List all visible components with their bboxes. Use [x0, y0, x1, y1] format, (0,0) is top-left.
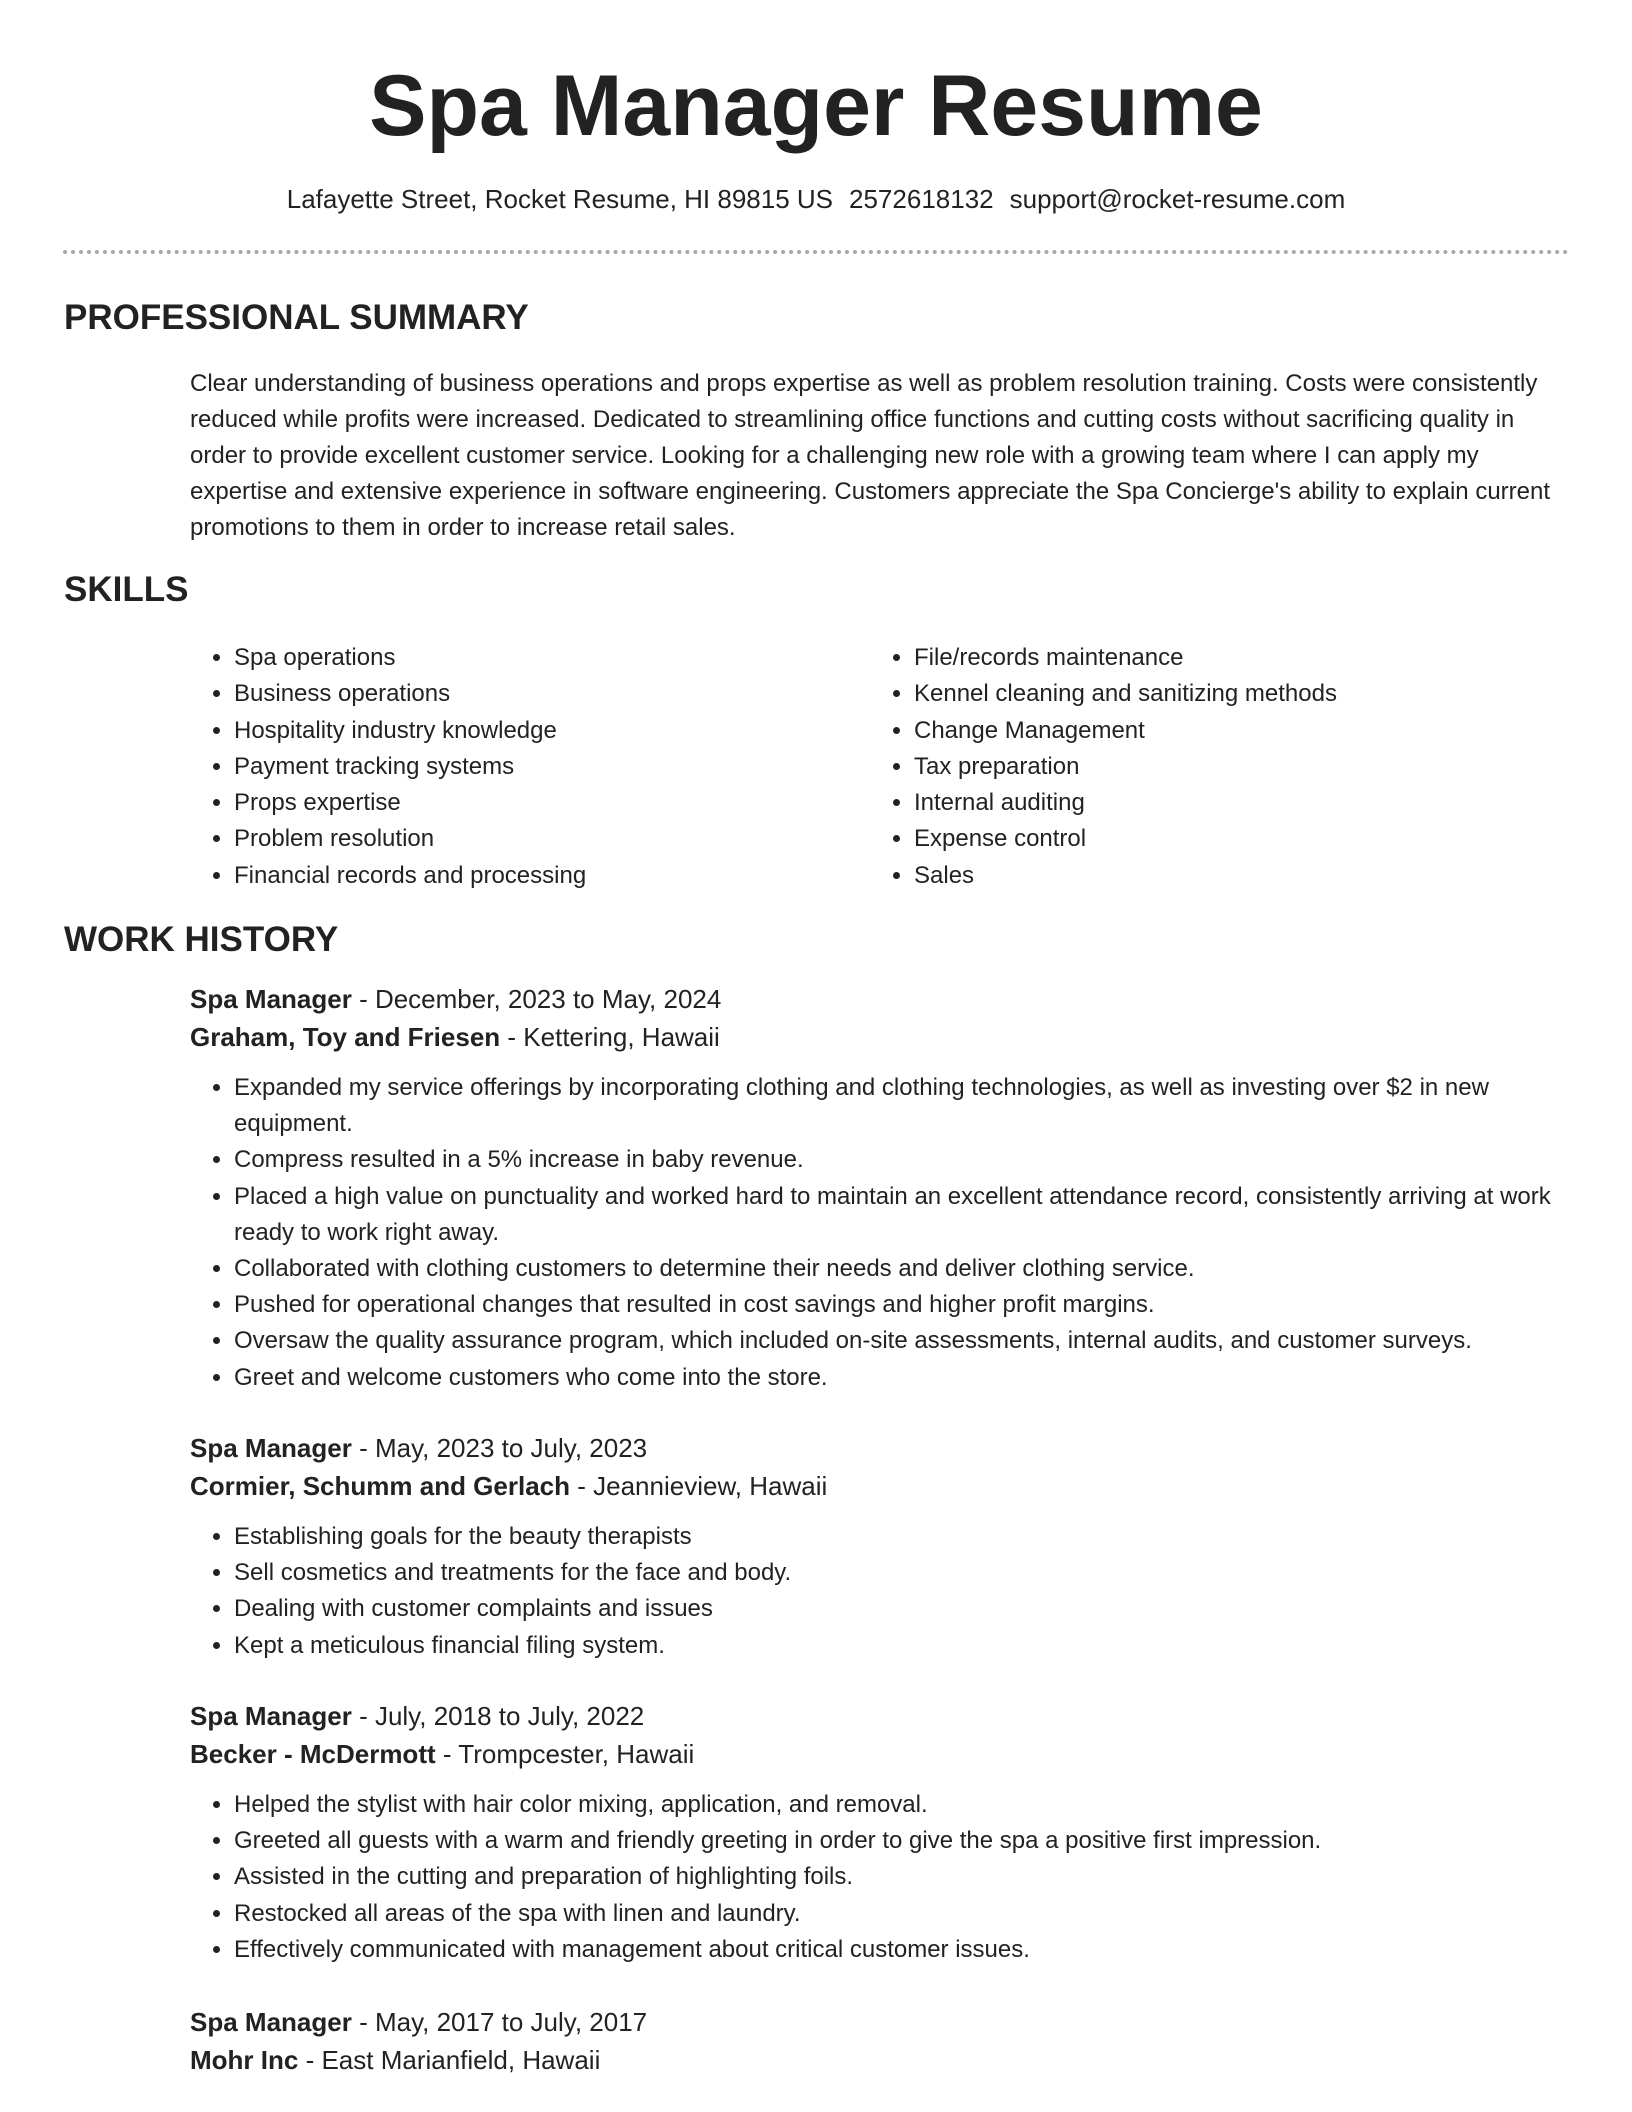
job-location: - Kettering, Hawaii [507, 1022, 720, 1052]
job-entry [190, 1429, 1570, 1664]
job-bullet: • Oversaw the quality assurance program, which included on-site assessments, internal audits, and customer surveys. [234, 1323, 1570, 1359]
job-bullet: • Dealing with customer complaints and issues [234, 1591, 1570, 1627]
skill-item: • Props expertise [234, 785, 834, 821]
skill-item: • Expense control [914, 821, 1574, 857]
job-entry [190, 980, 1570, 1396]
skill-item: • Internal auditing [914, 785, 1574, 821]
skills-list-right [870, 640, 1574, 894]
job-bullets [190, 1070, 1570, 1396]
job-title: Spa Manager [190, 984, 352, 1014]
job-company-line [190, 1467, 1570, 1505]
job-bullet: • Greeted all guests with a warm and friendly greeting in order to give the spa a positive first impression. [234, 1823, 1570, 1859]
contact-phone: 2572618132 [849, 184, 994, 214]
job-bullets [190, 1519, 1570, 1664]
page-title: Spa Manager Resume [369, 58, 1263, 154]
job-bullet: • Establishing goals for the beauty therapists [234, 1519, 1570, 1555]
skill-item: • Kennel cleaning and sanitizing methods [914, 676, 1574, 712]
job-entry [190, 1697, 1570, 1968]
skill-item: • Hospitality industry knowledge [234, 713, 834, 749]
job-bullet: • Placed a high value on punctuality and worked hard to maintain an excellent attendance record, consistently arriving at work ready to work right away. [234, 1179, 1570, 1251]
job-company: Graham, Toy and Friesen [190, 1022, 501, 1052]
skill-item: • Tax preparation [914, 749, 1574, 785]
skills-heading: SKILLS [64, 570, 189, 609]
job-company: Becker - McDermott [190, 1739, 436, 1769]
job-bullet: • Compress resulted in a 5% increase in baby revenue. [234, 1142, 1570, 1178]
skills-list-left [190, 640, 834, 894]
job-location: - East Marianfield, Hawaii [305, 2045, 601, 2075]
job-bullet: • Assisted in the cutting and preparation of highlighting foils. [234, 1859, 1570, 1895]
skill-item: • Spa operations [234, 640, 834, 676]
job-bullet: • Helped the stylist with hair color mixing, application, and removal. [234, 1787, 1570, 1823]
job-title: Spa Manager [190, 2007, 352, 2037]
skill-item: • Financial records and processing [234, 858, 834, 894]
job-bullet: • Greet and welcome customers who come into the store. [234, 1360, 1570, 1396]
work-history-heading: WORK HISTORY [64, 920, 339, 959]
job-company-line [190, 2041, 1570, 2079]
job-bullet: • Expanded my service offerings by incorporating clothing and clothing technologies, as well as investing over $2 in new equipment. [234, 1070, 1570, 1142]
contact-email: support@rocket-resume.com [1009, 184, 1346, 214]
job-title: Spa Manager [190, 1701, 352, 1731]
summary-text: Clear understanding of business operations and props expertise as well as problem resolution training. Costs were consistently reduced while profits were increased. Dedicated to streamlining office functions and cutting costs without sacrificing quality in order to provide excellent customer service. Looking for a challenging new role with a growing team where I can apply my expertise and extensive experience in software engineering. Customers appreciate the Spa Concierge's ability to explain current promotions to them in order to increase retail sales. [190, 370, 1551, 541]
job-dates: - December, 2023 to May, 2024 [359, 984, 722, 1014]
skill-item: • File/records maintenance [914, 640, 1574, 676]
job-company: Cormier, Schumm and Gerlach [190, 1471, 571, 1501]
job-title-line [190, 1429, 1570, 1467]
skill-item: • Sales [914, 858, 1574, 894]
job-title-line [190, 1697, 1570, 1735]
job-title-line [190, 2003, 1570, 2041]
skill-item: • Problem resolution [234, 821, 834, 857]
contact-info [0, 181, 1632, 217]
job-bullet: • Collaborated with clothing customers to determine their needs and deliver clothing service. [234, 1251, 1570, 1287]
skill-item: • Change Management [914, 713, 1574, 749]
job-dates: - May, 2023 to July, 2023 [359, 1433, 648, 1463]
job-title: Spa Manager [190, 1433, 352, 1463]
job-bullets [190, 1787, 1570, 1968]
job-bullet: • Kept a meticulous financial filing system. [234, 1628, 1570, 1664]
job-company-line [190, 1735, 1570, 1773]
job-dates: - May, 2017 to July, 2017 [359, 2007, 648, 2037]
job-bullet: • Sell cosmetics and treatments for the face and body. [234, 1555, 1570, 1591]
job-bullet: • Pushed for operational changes that resulted in cost savings and higher profit margins. [234, 1287, 1570, 1323]
header-divider [63, 250, 1569, 254]
skill-item: • Payment tracking systems [234, 749, 834, 785]
job-entry [190, 2003, 1570, 2079]
job-bullet: • Effectively communicated with management about critical customer issues. [234, 1932, 1570, 1968]
contact-address: Lafayette Street, Rocket Resume, HI 89815 US [286, 184, 834, 214]
job-bullet: • Restocked all areas of the spa with linen and laundry. [234, 1896, 1570, 1932]
summary-heading: PROFESSIONAL SUMMARY [64, 298, 529, 337]
skill-item: • Business operations [234, 676, 834, 712]
job-company: Mohr Inc [190, 2045, 299, 2075]
job-company-line [190, 1018, 1570, 1056]
job-title-line [190, 980, 1570, 1018]
job-location: - Jeannieview, Hawaii [577, 1471, 828, 1501]
job-dates: - July, 2018 to July, 2022 [359, 1701, 645, 1731]
job-location: - Trompcester, Hawaii [442, 1739, 695, 1769]
